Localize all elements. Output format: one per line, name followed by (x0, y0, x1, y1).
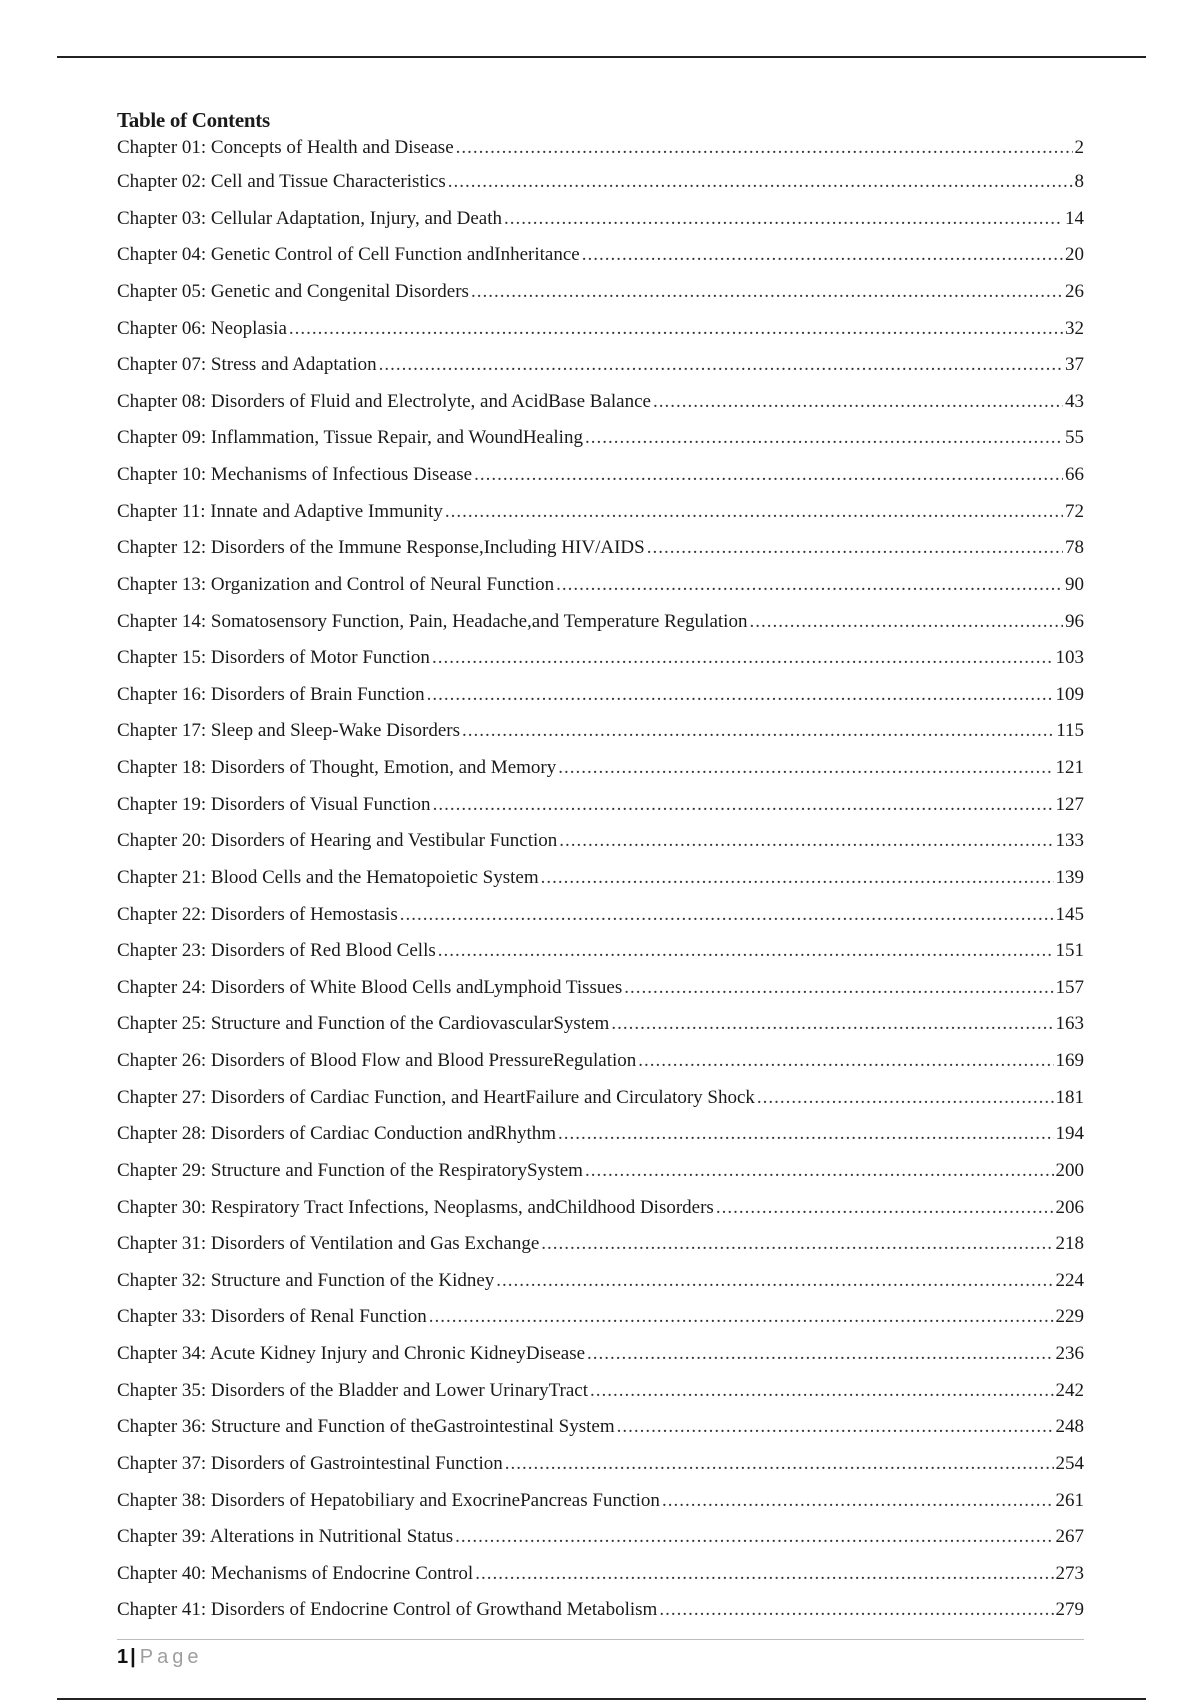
toc-entry-page: 206 (1055, 1196, 1084, 1218)
toc-entry[interactable] (117, 168, 1084, 205)
toc-entry[interactable] (117, 241, 1084, 278)
toc-entry-page: 151 (1055, 940, 1084, 962)
toc-dot-leader (587, 1340, 1053, 1367)
toc-entry-page: 133 (1055, 830, 1084, 852)
toc-dot-leader (541, 1230, 1053, 1257)
toc-dot-leader (504, 205, 1063, 232)
toc-entry-page: 96 (1065, 610, 1084, 632)
toc-entry-page: 273 (1055, 1562, 1084, 1584)
toc-entry-label: Chapter 33: Disorders of Renal Function (117, 1306, 427, 1328)
toc-entry[interactable] (117, 901, 1084, 938)
toc-entry-page: 163 (1055, 1013, 1084, 1035)
toc-entry-label: Chapter 36: Structure and Function of theGastrointestinal System (117, 1416, 615, 1438)
toc-entry-label: Chapter 27: Disorders of Cardiac Function, and HeartFailure and Circulatory Shock (117, 1086, 755, 1108)
toc-entry[interactable] (117, 1487, 1084, 1524)
toc-entry[interactable] (117, 1523, 1084, 1560)
toc-dot-leader (585, 1157, 1054, 1184)
toc-dot-leader (400, 901, 1054, 928)
toc-entry-label: Chapter 23: Disorders of Red Blood Cells (117, 940, 436, 962)
toc-entry[interactable] (117, 388, 1084, 425)
toc-entry-page: 103 (1055, 647, 1084, 669)
toc-entry-label: Chapter 11: Innate and Adaptive Immunity (117, 500, 443, 522)
toc-entry-label: Chapter 32: Structure and Function of the Kidney (117, 1269, 495, 1291)
toc-entry[interactable] (117, 974, 1084, 1011)
toc-entry-label: Chapter 21: Blood Cells and the Hematopoietic System (117, 866, 539, 888)
toc-entry[interactable] (117, 278, 1084, 315)
toc-dot-leader (379, 351, 1063, 378)
toc-entry-label: Chapter 15: Disorders of Motor Function (117, 647, 430, 669)
toc-dot-leader (456, 134, 1073, 161)
toc-entry-label: Chapter 41: Disorders of Endocrine Control of Growthand Metabolism (117, 1599, 658, 1621)
toc-dot-leader (455, 1523, 1053, 1550)
toc-entry[interactable] (117, 534, 1084, 571)
toc-entry[interactable] (117, 1267, 1084, 1304)
toc-entry[interactable] (117, 644, 1084, 681)
toc-entry-page: 181 (1055, 1086, 1084, 1108)
toc-dot-leader (474, 461, 1063, 488)
toc-entry[interactable] (117, 1450, 1084, 1487)
toc-entry-label: Chapter 03: Cellular Adaptation, Injury, and Death (117, 207, 503, 229)
toc-dot-leader (647, 534, 1063, 561)
toc-entry[interactable] (117, 608, 1084, 645)
toc-entry[interactable] (117, 681, 1084, 718)
toc-dot-leader (445, 498, 1063, 525)
toc-entry-page: 14 (1065, 207, 1084, 229)
toc-entry[interactable] (117, 1084, 1084, 1121)
toc-entry-label: Chapter 16: Disorders of Brain Function (117, 683, 425, 705)
toc-entry-label: Chapter 38: Disorders of Hepatobiliary and ExocrinePancreas Function (117, 1489, 660, 1511)
footer-rule (117, 1639, 1084, 1640)
toc-dot-leader (749, 608, 1063, 635)
toc-entry-page: 78 (1065, 537, 1084, 559)
toc-entry-label: Chapter 37: Disorders of Gastrointestinal Function (117, 1452, 503, 1474)
toc-entry-page: 248 (1055, 1416, 1084, 1438)
toc-dot-leader (558, 754, 1053, 781)
toc-dot-leader (505, 1450, 1054, 1477)
toc-entry-page: 157 (1055, 976, 1084, 998)
toc-entry-page: 236 (1055, 1343, 1084, 1364)
toc-entry[interactable] (117, 1340, 1084, 1377)
toc-entry-page: 218 (1055, 1233, 1084, 1255)
toc-entry-label: Chapter 04: Genetic Control of Cell Function andInheritance (117, 244, 580, 266)
toc-entry-label: Chapter 01: Concepts of Health and Disease (117, 137, 454, 158)
table-of-contents (117, 106, 1084, 1633)
toc-dot-leader (429, 1303, 1054, 1330)
toc-entry-label: Chapter 05: Genetic and Congenital Disorders (117, 280, 469, 302)
toc-entry[interactable] (117, 1560, 1084, 1597)
toc-dot-leader (659, 1596, 1053, 1623)
toc-entry[interactable] (117, 1120, 1084, 1157)
toc-entry-page: 72 (1065, 500, 1084, 522)
toc-entry-label: Chapter 12: Disorders of the Immune Response,Including HIV/AIDS (117, 537, 645, 559)
toc-dot-leader (662, 1487, 1054, 1514)
toc-entry-page: 127 (1055, 793, 1084, 815)
toc-entry[interactable] (117, 424, 1084, 461)
toc-entry[interactable] (117, 134, 1084, 168)
toc-entry-label: Chapter 34: Acute Kidney Injury and Chronic KidneyDisease (117, 1343, 586, 1364)
toc-dot-leader (541, 864, 1054, 891)
toc-dot-leader (559, 827, 1053, 854)
toc-entry-label: Chapter 39: Alterations in Nutritional Status (117, 1526, 454, 1548)
toc-entry[interactable] (117, 864, 1084, 901)
toc-entry-label: Chapter 29: Structure and Function of the RespiratorySystem (117, 1159, 583, 1181)
toc-dot-leader (611, 1010, 1053, 1037)
toc-entry[interactable] (117, 1377, 1084, 1414)
toc-entry-label: Chapter 25: Structure and Function of the CardiovascularSystem (117, 1013, 610, 1035)
toc-entry[interactable] (117, 498, 1084, 535)
toc-list (117, 134, 1084, 1633)
toc-entry-label: Chapter 13: Organization and Control of Neural Function (117, 573, 555, 595)
toc-dot-leader (475, 1560, 1053, 1587)
toc-entry-label: Chapter 17: Sleep and Sleep-Wake Disorders (117, 720, 461, 742)
toc-entry-label: Chapter 19: Disorders of Visual Function (117, 793, 431, 815)
toc-dot-leader (496, 1267, 1053, 1294)
toc-dot-leader (582, 241, 1063, 268)
toc-entry-page: 2 (1074, 137, 1084, 158)
toc-dot-leader (617, 1413, 1054, 1440)
toc-entry-label: Chapter 22: Disorders of Hemostasis (117, 903, 398, 925)
footer-separator: | (130, 1646, 136, 1668)
toc-entry-label: Chapter 30: Respiratory Tract Infections, Neoplasms, andChildhood Disorders (117, 1196, 714, 1218)
toc-dot-leader (438, 937, 1054, 964)
toc-dot-leader (448, 168, 1073, 195)
toc-entry-label: Chapter 02: Cell and Tissue Characteristics (117, 171, 446, 192)
toc-dot-leader (716, 1194, 1054, 1221)
toc-entry-page: 224 (1055, 1269, 1084, 1291)
toc-entry-label: Chapter 40: Mechanisms of Endocrine Control (117, 1562, 474, 1584)
toc-dot-leader (471, 278, 1063, 305)
toc-title: Table of Contents (117, 108, 270, 132)
toc-dot-leader (757, 1084, 1054, 1111)
toc-entry[interactable] (117, 937, 1084, 974)
toc-entry[interactable] (117, 351, 1084, 388)
toc-entry[interactable] (117, 315, 1084, 352)
toc-entry-page: 66 (1065, 464, 1084, 485)
toc-entry[interactable] (117, 461, 1084, 498)
toc-entry-page: 20 (1065, 244, 1084, 266)
toc-entry-page: 200 (1055, 1159, 1084, 1181)
toc-entry[interactable] (117, 1413, 1084, 1450)
toc-entry-page: 279 (1055, 1599, 1084, 1621)
toc-entry[interactable] (117, 1010, 1084, 1047)
toc-dot-leader (558, 1120, 1053, 1147)
toc-entry-label: Chapter 26: Disorders of Blood Flow and Blood PressureRegulation (117, 1050, 637, 1071)
toc-dot-leader (427, 681, 1054, 708)
toc-entry-label: Chapter 24: Disorders of White Blood Cells andLymphoid Tissues (117, 976, 623, 998)
toc-dot-leader (289, 315, 1063, 342)
toc-entry-page: 115 (1056, 720, 1084, 742)
toc-entry-label: Chapter 31: Disorders of Ventilation and Gas Exchange (117, 1233, 540, 1255)
toc-entry[interactable] (117, 1157, 1084, 1194)
toc-dot-leader (432, 644, 1054, 671)
page-number: 1 (117, 1646, 129, 1668)
toc-dot-leader (585, 424, 1063, 451)
toc-entry-page: 145 (1055, 903, 1084, 925)
toc-entry-page: 121 (1055, 757, 1084, 778)
toc-entry[interactable] (117, 1230, 1084, 1267)
toc-entry-page: 169 (1055, 1050, 1084, 1071)
toc-entry-page: 26 (1065, 280, 1084, 302)
toc-entry-page: 261 (1055, 1489, 1084, 1511)
toc-entry-label: Chapter 10: Mechanisms of Infectious Disease (117, 464, 473, 485)
toc-entry[interactable] (117, 1047, 1084, 1084)
toc-entry-label: Chapter 14: Somatosensory Function, Pain, Headache,and Temperature Regulation (117, 610, 748, 632)
toc-dot-leader (433, 791, 1054, 818)
toc-entry[interactable] (117, 1303, 1084, 1340)
top-rule (57, 56, 1146, 58)
page-label: Page (139, 1646, 203, 1668)
toc-entry-page: 194 (1055, 1123, 1084, 1145)
toc-dot-leader (624, 974, 1053, 1001)
toc-entry[interactable] (117, 717, 1084, 754)
toc-entry-page: 43 (1065, 390, 1084, 412)
toc-entry-label: Chapter 09: Inflammation, Tissue Repair, and WoundHealing (117, 427, 583, 449)
toc-entry[interactable] (117, 1194, 1084, 1231)
toc-entry-page: 242 (1055, 1379, 1084, 1401)
toc-dot-leader (556, 571, 1063, 598)
toc-entry-page: 139 (1055, 866, 1084, 888)
toc-entry-page: 8 (1074, 171, 1084, 192)
toc-entry-label: Chapter 35: Disorders of the Bladder and Lower UrinaryTract (117, 1379, 589, 1401)
toc-entry[interactable] (117, 1596, 1084, 1633)
toc-dot-leader (462, 717, 1054, 744)
toc-entry-label: Chapter 07: Stress and Adaptation (117, 354, 377, 376)
toc-entry-label: Chapter 06: Neoplasia (117, 317, 287, 339)
toc-entry[interactable] (117, 791, 1084, 828)
toc-entry[interactable] (117, 754, 1084, 791)
toc-entry-page: 37 (1065, 354, 1084, 376)
toc-entry-label: Chapter 18: Disorders of Thought, Emotion, and Memory (117, 757, 557, 778)
toc-dot-leader (638, 1047, 1053, 1074)
toc-entry-label: Chapter 20: Disorders of Hearing and Vestibular Function (117, 830, 558, 852)
toc-entry-page: 229 (1055, 1306, 1084, 1328)
toc-dot-leader (653, 388, 1063, 415)
toc-entry-page: 90 (1065, 573, 1084, 595)
toc-entry[interactable] (117, 827, 1084, 864)
toc-entry-page: 267 (1055, 1526, 1084, 1548)
toc-entry-page: 109 (1055, 683, 1084, 705)
toc-entry[interactable] (117, 571, 1084, 608)
toc-dot-leader (590, 1377, 1053, 1404)
toc-entry-page: 32 (1065, 317, 1084, 339)
toc-entry-page: 254 (1055, 1452, 1084, 1474)
toc-entry-label: Chapter 28: Disorders of Cardiac Conduction andRhythm (117, 1123, 557, 1145)
page-footer (117, 1644, 202, 1670)
toc-entry-label: Chapter 08: Disorders of Fluid and Electrolyte, and AcidBase Balance (117, 390, 651, 412)
toc-entry[interactable] (117, 205, 1084, 242)
toc-entry-page: 55 (1065, 427, 1084, 449)
